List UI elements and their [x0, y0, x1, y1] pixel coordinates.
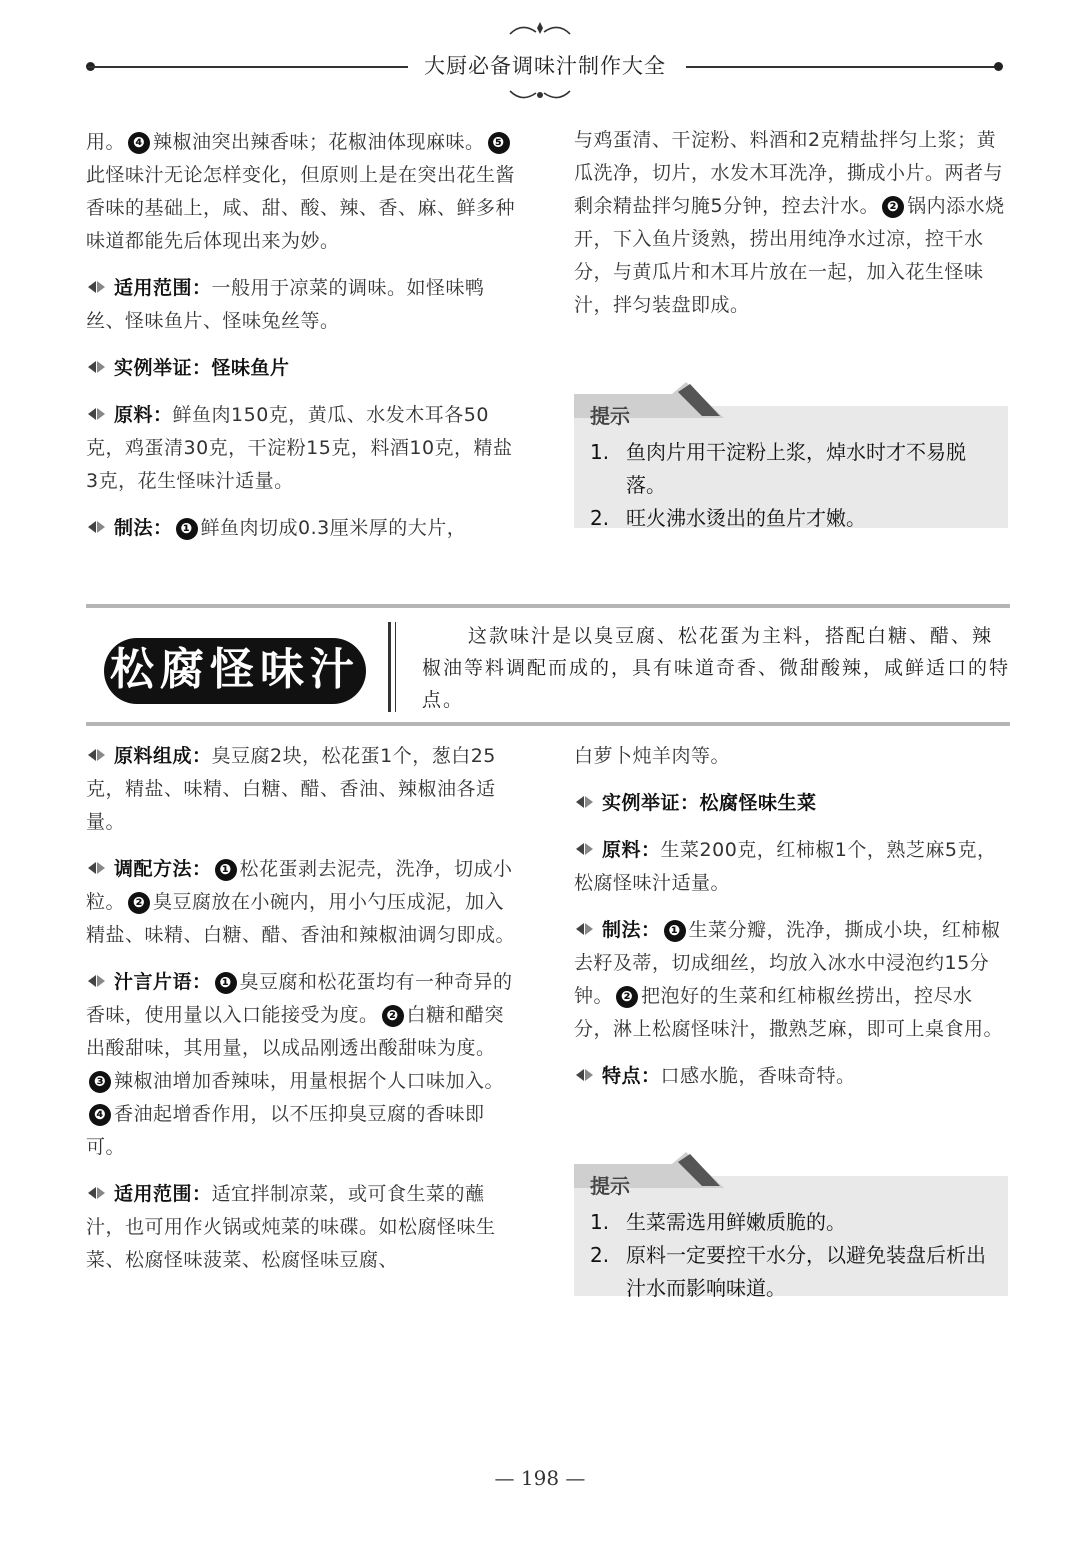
- section-rule-bottom: [86, 722, 1010, 726]
- section-title: 松腐怪味汁: [104, 638, 366, 704]
- tip-box-top: [574, 406, 1008, 528]
- bullet-marker-icon: [86, 281, 108, 293]
- section-rule-top: [86, 604, 1010, 608]
- bullet-marker-icon: [86, 862, 108, 874]
- header-rule-right: [686, 66, 998, 68]
- section-divider-bar: [388, 622, 391, 712]
- numeral-2: ❷: [382, 1005, 404, 1027]
- bullet-marker-icon: [574, 843, 596, 855]
- numeral-2: ❷: [616, 986, 638, 1008]
- numeral-4: ❹: [128, 132, 150, 154]
- top-right-column: [574, 124, 1010, 322]
- running-header-title: 大厨必备调味汁制作大全: [424, 54, 666, 78]
- tip-item: 1. 鱼肉片用干淀粉上浆，焯水时才不易脱落。: [590, 440, 966, 497]
- bullet-marker-icon: [86, 975, 108, 987]
- bullet-marker-icon: [574, 796, 596, 808]
- bottom-right-column: [574, 740, 1010, 1093]
- bullet-marker-icon: [86, 749, 108, 761]
- numeral-5: ❺: [488, 132, 510, 154]
- scope-paragraph: 适用范围：适宜拌制凉菜，或可食生菜的蘸汁，也可用作火锅或炖菜的味碟。如松腐怪味生菜、松腐怪味菠菜、松腐怪味豆腐、: [86, 1183, 496, 1271]
- ingredients-paragraph: 原料：鲜鱼肉150克，黄瓜、水发木耳各50克，鸡蛋清30克，干淀粉15克，料酒10克，精盐3克，花生怪味汁适量。: [86, 404, 513, 492]
- numeral-2: ❷: [882, 196, 904, 218]
- paragraph-continued: 用。 ❹ 辣椒油突出辣香味；花椒油体现麻味。 ❺此怪味汁无论怎样变化，但原则上是在突出花生酱香味的基础上，咸、甜、酸、辣、香、麻、鲜多种味道都能先后体现出来为妙。: [86, 131, 516, 252]
- numeral-2: ❷: [128, 892, 150, 914]
- numeral-1: ❶: [215, 972, 237, 994]
- numeral-4: ❹: [89, 1104, 111, 1126]
- ingredients-composition-paragraph: 原料组成：臭豆腐2块，松花蛋1个，葱白25克，精盐、味精、白糖、醋、香油、辣椒油各适量。: [86, 745, 496, 833]
- tip-list: [590, 1206, 996, 1305]
- tip-label: 提示: [590, 1174, 630, 1198]
- numeral-3: ❸: [89, 1071, 111, 1093]
- ingredients-paragraph: 原料：生菜200克，红柿椒1个，熟芝麻5克，松腐怪味汁适量。: [574, 839, 997, 894]
- example-paragraph: 实例举证：松腐怪味生菜: [574, 787, 1010, 820]
- bullet-marker-icon: [86, 521, 108, 533]
- bullet-marker-icon: [86, 408, 108, 420]
- top-left-column: [86, 126, 522, 545]
- scope-continued: 白萝卜炖羊肉等。: [574, 745, 731, 767]
- scope-paragraph: 适用范围：一般用于凉菜的调味。如怪味鸭丝、怪味鱼片、怪味兔丝等。: [86, 277, 485, 332]
- bottom-left-column: [86, 740, 522, 1277]
- tip-item: 2. 原料一定要控干水分，以避免装盘后析出汁水而影响味道。: [590, 1243, 986, 1300]
- feature-paragraph: 特点：口感水脆，香味奇特。: [574, 1060, 1010, 1093]
- tip-list: [590, 436, 996, 535]
- numeral-1: ❶: [176, 518, 198, 540]
- ornament-bottom-icon: [500, 85, 580, 105]
- tip-item: 1. 生菜需选用鲜嫩质脆的。: [590, 1210, 846, 1234]
- bullet-marker-icon: [86, 1187, 108, 1199]
- bullet-marker-icon: [86, 361, 108, 373]
- numeral-1: ❶: [215, 859, 237, 881]
- notes-paragraph: 汁言片语： ❶ 臭豆腐和松花蛋均有一种奇异的香味，使用量以入口能接受为度。 ❷ 白糖和醋突出酸甜味，其用量，以成品刚透出酸甜味为度。❸ 辣椒油增加香辣味，用量根据个人口味加入。❹ 香油起增香作用，以不压抑臭豆腐的香味即可。: [86, 971, 513, 1158]
- page-number: — 198 —: [494, 1466, 586, 1490]
- bullet-marker-icon: [574, 1069, 596, 1081]
- preparation-paragraph: 调配方法： ❶ 松花蛋剥去泥壳，洗净，切成小粒。 ❷ 臭豆腐放在小碗内，用小勺压成泥，加入精盐、味精、白糖、醋、香油和辣椒油调匀即成。: [86, 858, 516, 946]
- bullet-marker-icon: [574, 923, 596, 935]
- method-paragraph: 制法： ❶ 生菜分瓣，洗净，撕成小块，红柿椒去籽及蒂，切成细丝，均放入冰水中浸泡约15分钟。 ❷ 把泡好的生菜和红柿椒丝捞出，控尽水分，淋上松腐怪味汁，撒熟芝麻，即可上桌食用。: [574, 919, 1004, 1040]
- ornament-top-icon: [500, 20, 580, 40]
- header-rule-left: [88, 66, 408, 68]
- section-divider-bar-thin: [395, 622, 396, 712]
- method-paragraph: 制法： ❶ 鲜鱼肉切成0.3厘米厚的大片，: [86, 512, 522, 545]
- tip-item: 2. 旺火沸水烫出的鱼片才嫩。: [590, 506, 866, 530]
- tip-box-bottom: [574, 1174, 1008, 1300]
- numeral-1: ❶: [664, 920, 686, 942]
- method-continued: 与鸡蛋清、干淀粉、料酒和2克精盐拌匀上浆；黄瓜洗净，切片，水发木耳洗净，撕成小片。两者与剩余精盐拌匀腌5分钟，控去汁水。 ❷ 锅内添水烧开，下入鱼片烫熟，捞出用纯净水过凉，控干水分，与黄瓜片和木耳片放在一起，加入花生怪味汁，拌匀装盘即成。: [574, 129, 1005, 316]
- example-paragraph: 实例举证：怪味鱼片: [86, 352, 522, 385]
- tip-label: 提示: [590, 404, 630, 428]
- section-intro: 这款味汁是以臭豆腐、松花蛋为主料，搭配白糖、醋、辣椒油等料调配而成的，具有味道奇香、微甜酸辣，咸鲜适口的特点。: [422, 625, 1011, 711]
- header-dot-right-icon: [994, 62, 1003, 71]
